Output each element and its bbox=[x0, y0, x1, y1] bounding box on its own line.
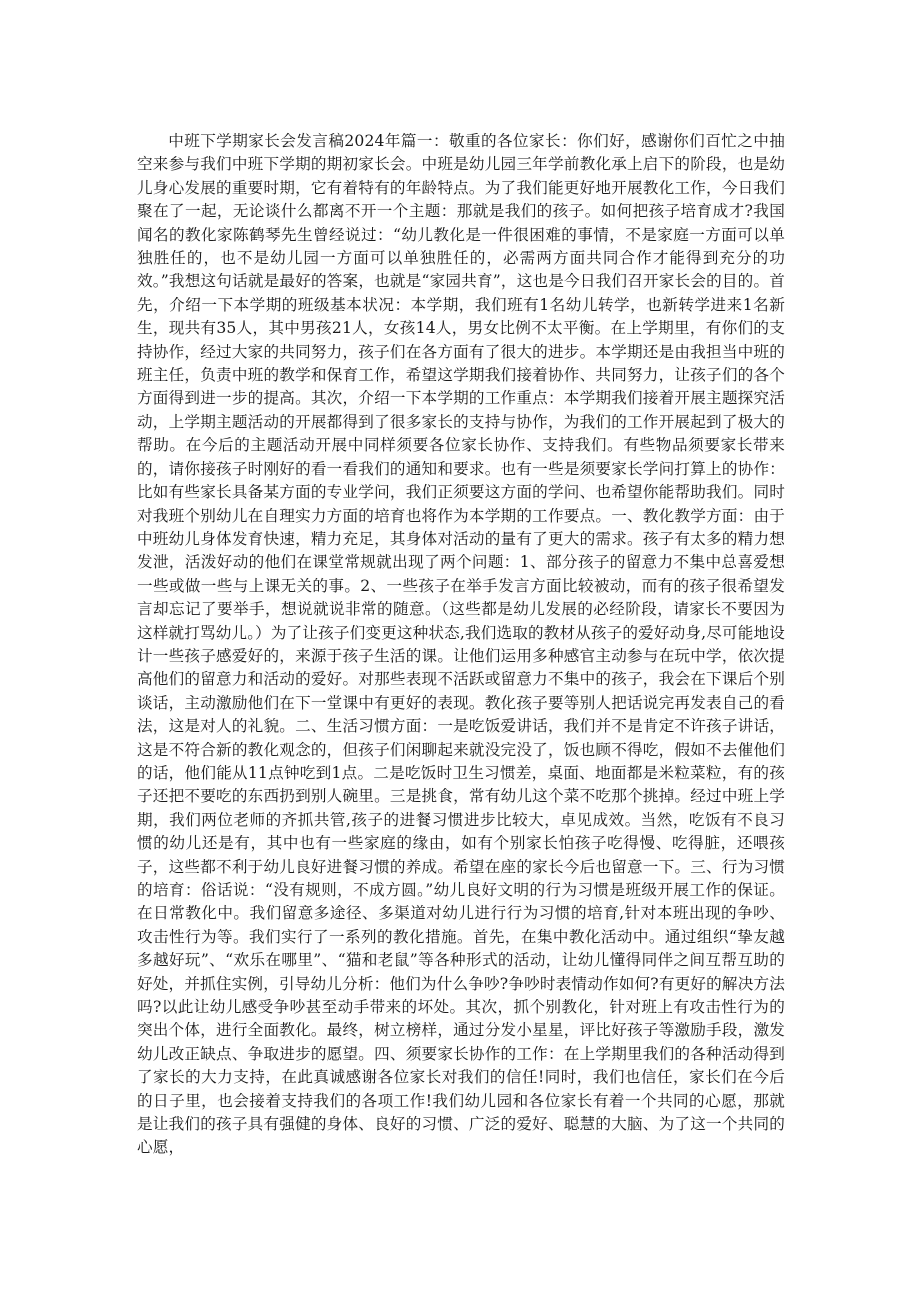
body-paragraph: 中班下学期家长会发言稿2024年篇一：敬重的各位家长：你们好，感谢你们百忙之中抽空来参与我们中班下学期的期初家长会。中班是幼儿园三年学前教化承上启下的阶段，也是幼儿身心发展的重要时期，它有着特有的年龄特点。为了我们能更好地开展教化工作，今日我们聚在了一起，无论谈什么都离不开一个主题：那就是我们的孩子。如何把孩子培育成才?我国闻名的教化家陈鹤琴先生曾经说过：“幼儿教化是一件很困难的事情，不是家庭一方面可以单独胜任的，也不是幼儿园一方面可以单独胜任的，必需两方面共同合作才能得到充分的功效。”我想这句话就是最好的答案，也就是“家园共育”，这也是今日我们召开家长会的目的。首先，介绍一下本学期的班级基本状况：本学期，我们班有1名幼儿转学，也新转学进来1名新生，现共有35人，其中男孩21人，女孩14人，男女比例不太平衡。在上学期里，有你们的支持协作，经过大家的共同努力，孩子们在各方面有了很大的进步。本学期还是由我担当中班的班主任，负责中班的教学和保育工作，希望这学期我们接着协作、共同努力，让孩子们的各个方面得到进一步的提高。其次，介绍一下本学期的工作重点：本学期我们接着开展主题探究活动，上学期主题活动的开展都得到了很多家长的支持与协作，为我们的工作开展起到了极大的帮助。在今后的主题活动开展中同样须要各位家长协作、支持我们。有些物品须要家长带来的，请你接孩子时刚好的看一看我们的通知和要求。也有一些是须要家长学问打算上的协作：比如有些家长具备某方面的专业学问，我们正须要这方面的学问、也希望你能帮助我们。同时对我班个别幼儿在自理实力方面的培育也将作为本学期的工作要点。一、教化教学方面：由于中班幼儿身体发育快速，精力充足，其身体对活动的量有了更大的需求。孩子有太多的精力想发泄，活泼好动的他们在课堂常规就出现了两个问题：1、部分孩子的留意力不集中总喜爱想一些或做一些与上课无关的事。2、一些孩子在举手发言方面比较被动，而有的孩子很希望发言却忘记了要举手，想说就说非常的随意。（这些都是幼儿发展的必经阶段，请家长不要因为这样就打骂幼儿。）为了让孩子们变更这种状态,我们选取的教材从孩子的爱好动身,尽可能地设计一些孩子感爱好的，来源于孩子生活的课。让他们运用多种感官主动参与在玩中学，依次提高他们的留意力和活动的爱好。对那些表现不活跃或留意力不集中的孩子，我会在下课后个别谈话，主动激励他们在下一堂课中有更好的表现。教化孩子要等别人把话说完再发表自己的看法，这是对人的礼貌。二、生活习惯方面：一是吃饭爱讲话，我们并不是肯定不许孩子讲话，这是不符合新的教化观念的，但孩子们闲聊起来就没完没了，饭也顾不得吃，假如不去催他们的话，他们能从11点钟吃到1点。二是吃饭时卫生习惯差，桌面、地面都是米粒菜粒，有的孩子还把不要吃的东西扔到别人碗里。三是挑食，常有幼儿这个菜不吃那个挑掉。经过中班上学期，我们两位老师的齐抓共管,孩子的进餐习惯进步比较大，卓见成效。当然，吃饭有不良习惯的幼儿还是有，其中也有一些家庭的缘由，如有个别家长怕孩子吃得慢、吃得脏，还喂孩子，这些都不利于幼儿良好进餐习惯的养成。希望在座的家长今后也留意一下。三、行为习惯的培育：俗话说：“没有规则，不成方圆。”幼儿良好文明的行为习惯是班级开展工作的保证。在日常教化中。我们留意多途径、多渠道对幼儿进行行为习惯的培育,针对本班出现的争吵、攻击性行为等。我们实行了一系列的教化措施。首先，在集中教化活动中。通过组织“挚友越多越好玩”、“欢乐在哪里”、“猫和老鼠”等各种形式的活动，让幼儿懂得同伴之间互帮互助的好处，并抓住实例，引导幼儿分析：他们为什么争吵?争吵时表情动作如何?有更好的解决方法吗?以此让幼儿感受争吵甚至动手带来的坏处。其次，抓个别教化，针对班上有攻击性行为的突出个体，进行全面教化。最终，树立榜样，通过分发小星星，评比好孩子等激励手段，激发幼儿改正缺点、争取进步的愿望。四、须要家长协作的工作：在上学期里我们的各种活动得到了家长的大力支持，在此真诚感谢各位家长对我们的信任!同时，我们也信任，家长们在今后的日子里，也会接着支持我们的各项工作!我们幼儿园和各位家长有着一个共同的心愿，那就是让我们的孩子具有强健的身体、良好的习惯、广泛的爱好、聪慧的大脑、为了这一个共同的心愿， bbox=[137, 132, 785, 1157]
